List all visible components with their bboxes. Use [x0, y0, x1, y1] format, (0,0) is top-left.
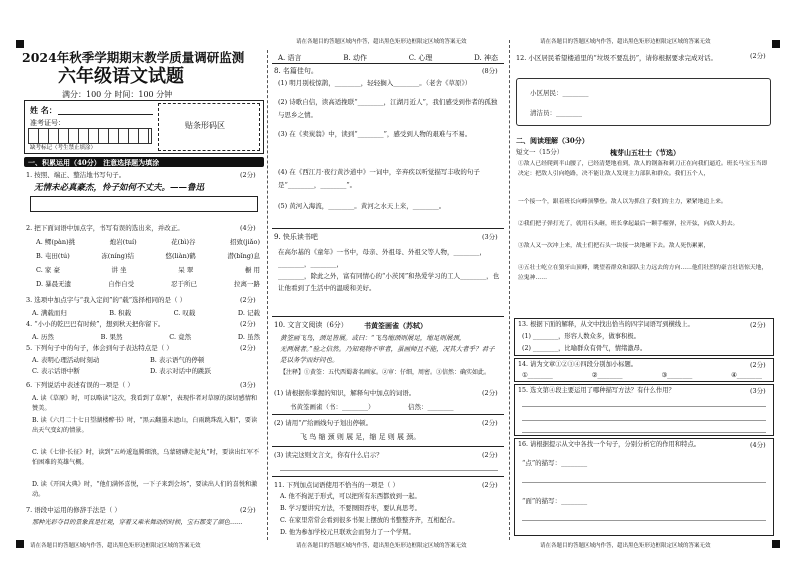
notice-label: 缺考标记（考生禁止填涂） — [30, 145, 97, 151]
q16-box — [514, 438, 774, 536]
passage-title: 槐芽山五壮士（节选） — [610, 148, 680, 157]
q2-label: 2. 把下面词语中加点字，书写有误的选出来，并改正。 — [26, 224, 184, 232]
registration-mark-tl — [16, 40, 24, 48]
passage-para-2: 一个接一个，跟着班长向峰顶攀登。敌人以为抓住了我们的主力，紧紧地追上来。 — [518, 199, 727, 205]
q9-text-2[interactable]: ________，除此之外，富有同情心的“小茨冈”和热爱学习的工人________，也让他看到了生活中的温暖和美好。 — [278, 272, 500, 292]
col2-rule-top — [272, 63, 504, 64]
q5-opt-a[interactable]: A. 表明心理活动时刻动 — [32, 356, 100, 364]
passage-para-3: ②我们把子弹打光了，就用石头砸，班长拿起最后一颗手榴弹，拉开弦，向敌人扔去。 — [518, 221, 739, 227]
q10-sub3-label: (3) 读完这则文言文，你有什么启示？ — [274, 451, 383, 459]
q6-label: 6. 下列说话中表述有误的一项是（ ） — [26, 381, 134, 389]
q10-sub2-rule — [272, 446, 504, 447]
q9-label: 9. 快乐读书吧 — [274, 233, 318, 241]
q10-rule — [272, 476, 504, 477]
q15-line-1[interactable] — [522, 406, 766, 407]
q10-sub2-score: (2分) — [482, 419, 498, 427]
exam-title: 2024年秋季学期期末教学质量调研监测 — [22, 50, 245, 65]
q6-opt-d[interactable]: D. 读《开国大典》时，“他们满怀喜悦，一下子来到会场”，要读出人们的喜悦和激动。 — [32, 481, 258, 498]
exam-meta: 满分：100 分 时间：100 分钟 — [62, 90, 173, 99]
footer-note-2: 请在各题目的答题区域内作答，超出黑色矩形边框限定区域的答案无效 — [296, 543, 467, 549]
q8-item-5[interactable]: (5) 黄河入海流，________。黄河之水天上来，________。 — [278, 202, 446, 210]
name-line — [58, 114, 153, 115]
q16-blank-2[interactable] — [522, 520, 766, 521]
q16-label: 16. 请根据提示从文中各找一个句子，分别分析它的作用和特点。 — [518, 441, 701, 448]
q16-blank-1[interactable] — [522, 482, 766, 483]
q1-sentence: 无情未必真豪杰，怜子如何不丈夫。——鲁迅 — [34, 183, 205, 193]
q14-score: (2分) — [750, 361, 766, 369]
q1-writing-box[interactable] — [30, 196, 258, 212]
q2-row3: C. 家 豪 讲 坐 呆 翠 橱 用 — [36, 266, 260, 274]
q10-sub1-score: (2分) — [482, 389, 498, 397]
q14-labels[interactable]: ①________ ②________ ③________ ④________ — [522, 372, 762, 379]
q16-line-2[interactable]: “面”的描写：________ — [522, 497, 588, 505]
q4-options[interactable]: A. 历然 B. 果然 C. 竟然 D. 虽然 — [32, 333, 260, 341]
q12-score: (2分) — [750, 52, 766, 60]
q6-opt-a[interactable]: A. 读《草原》时，可以略读“这次，我看到了草原”，表现作者对草原的深切感情和赞美。 — [32, 395, 258, 412]
q4-label: 4. “小小的乾巴巴有时候”，想到秋天把你留下。 — [26, 320, 165, 328]
q1-label: 1. 按照、端正、整洁地书写句子。 — [26, 171, 126, 179]
q14-label: 14. 请为文章①②③④四段分别加小标题。 — [518, 361, 638, 368]
q5-opt-b[interactable]: B. 表示语气的停顿 — [150, 356, 205, 364]
name-label: 姓 名： — [30, 105, 57, 115]
q10-answer-line[interactable] — [280, 470, 498, 471]
q7-passage: 那种光彩夺目的景象真是壮观，穿着又乘米舞动的时候，宝石都变了颜色…… — [32, 519, 243, 526]
section1-title: 一、积累运用（40分） 注意选择题为填涂 — [28, 157, 160, 167]
q7-score: (2分) — [240, 506, 256, 514]
header-note-2: 请在各题目的答题区域内作答，超出黑色矩形边框限定区域的答案无效 — [296, 39, 467, 45]
footer-note-1: 请在各题目的答题区域内作答，超出黑色矩形边框限定区域的答案无效 — [30, 543, 201, 549]
q10-sub2-label: (2) 请用“/”给画线句子划出停顿。 — [274, 419, 373, 427]
exam-subtitle: 六年级语文试题 — [58, 66, 184, 87]
q12-box — [516, 78, 771, 126]
passage-para-1: ①敌人已经爬到半山腰了，已经清楚地看到，敌人的钢盔和刺刀正在向我们逼近。班长马宝玉当即决定：把敌人引向绝路，决不能让敌人发现主力部队和群众。我们五个人， — [518, 161, 768, 177]
q13-line-2[interactable]: (2) ________，比喻群众有骨气，情绪激昂。 — [522, 345, 647, 352]
registration-mark-tr — [772, 40, 780, 48]
q11-opt-a[interactable]: A. 他不拘泥于形式，可以把所有东西都放到一起。 — [280, 493, 421, 500]
q5-label: 5. 下列句子中的句子，体会到句子表达特点是（ ） — [26, 344, 173, 352]
q10-title: 书黄筌画雀（苏轼） — [364, 321, 427, 330]
q8-score: (8分) — [482, 67, 498, 75]
q6-score: (3分) — [240, 381, 256, 389]
q2-row4: D. 暴晨无遗 自作自受 忍于所已 拉离一路 — [36, 280, 260, 288]
q15-line-3[interactable] — [522, 432, 766, 433]
q5-opt-d[interactable]: D. 表示对话中的跳跃 — [150, 367, 212, 375]
q3-options[interactable]: A. 满载而归 B. 积载 C. 叹载 D. 记载 — [32, 309, 260, 317]
q2-row1: A. 鳏(pàn)挑 炮岩(tuí) 花(bì)谷 招致(jiǎo) — [36, 238, 260, 246]
q10-text-2: 无两展者。”验之信然。乃知观物不审者，虽画师且不能，况其大者乎？君子是以务学而好问也。 — [280, 345, 495, 364]
q11-label: 11. 下列加点词语使用不恰当的一项是（ ） — [274, 481, 399, 489]
q8-item-4[interactable]: (4) 在《西江月·夜行黄沙道中》一词中，辛弃疾以听觉描写丰收的句子是“________，________”。 — [278, 168, 480, 189]
q9-rule — [272, 316, 504, 317]
q16-score: (4分) — [750, 441, 766, 449]
q10-text-1: 黄筌画飞鸟，颈足皆展。或曰：“飞鸟缩颈则展足，缩足则展颈， — [280, 334, 466, 342]
q16-line-1[interactable]: “点”的描写：________ — [522, 459, 588, 467]
q8-item-1[interactable]: (1) 明月别枝惊鹊，________，轻轻搁入________。（老舍《草原》） — [278, 79, 472, 87]
q10-sub3-score: (2分) — [482, 451, 498, 459]
q13-score: (2分) — [750, 321, 766, 329]
q10-sub1-rule — [272, 414, 504, 415]
q10-word-2[interactable]: 信然：________ — [408, 403, 454, 411]
passage-label: 短文一（15分） — [516, 148, 564, 156]
q11-opt-c[interactable]: C. 在家里常常会看到很多书架上摆放的书整整齐齐，互相配合。 — [280, 517, 459, 524]
q15-score: (3分) — [750, 387, 766, 395]
q5-opt-c[interactable]: C. 表示话语中断 — [32, 367, 80, 375]
q11-opt-d[interactable]: D. 他为参加学校元旦联欢会而努力了一个学期。 — [280, 529, 415, 536]
id-grid[interactable] — [28, 128, 152, 144]
q3-label: 3. 选项中加点字与“我入定间”的“载”选择相同的是（ ） — [26, 296, 187, 304]
barcode-label: 贴条形码区 — [185, 121, 225, 130]
q12-line-1[interactable]: 小区居民：________ — [530, 89, 589, 97]
q11-opt-b[interactable]: B. 学习要讲究方法，不要囫囵吞枣，要认真思考。 — [280, 505, 421, 512]
q1-score: (2分) — [240, 171, 256, 179]
q2-row2: B. 屯田(tú) 冻(níng)结 悠(liàn)鹤 潜(bǐng)息 — [36, 252, 260, 260]
q13-line-1[interactable]: (1) ________，形容人数众多，做事积极。 — [522, 333, 640, 340]
q13-label: 13. 根据下面的解释，从文中找出恰当的四字词语写到横线上。 — [518, 321, 694, 328]
divider-2 — [509, 40, 510, 540]
passage-para-5: ④五壮士屹立在狼牙山顶峰，眺望着群众和部队主力远去的方向……他们壮烈的豪言壮语惊天地，泣鬼神…… — [518, 265, 768, 281]
footer-note-3: 请在各题目的答题区域内作答，超出黑色矩形边框限定区域的答案无效 — [540, 543, 711, 549]
registration-mark-bl — [16, 540, 24, 548]
passage-para-4: ③敌人又一次冲上来，战士们把石头一块接一块地砸下去。敌人死伤累累， — [518, 243, 710, 249]
q12-line-2[interactable]: 清洁员：________ — [530, 109, 582, 117]
q4-score: (2分) — [240, 320, 256, 328]
q10-sub1-label: (1) 请根据你掌握的知识，解释句中加点的词语。 — [274, 389, 416, 397]
registration-mark-br — [772, 540, 780, 548]
q6-opt-b[interactable]: B. 读《六月二十七日望湖楼醉书》时，“黑云翻墨未遮山，白雨跳珠乱入船”，要读出天气变幻的情景。 — [32, 417, 258, 434]
q15-line-2[interactable] — [522, 420, 766, 421]
q10-label: 10. 文言文阅读（6分） — [274, 321, 348, 329]
header-note-3: 请在各题目的答题区域内作答，超出黑色矩形边框限定区域的答案无效 — [540, 39, 711, 45]
q10-word-1[interactable]: 书黄筌画雀（书：________） — [290, 403, 375, 411]
col2-q7-options[interactable]: A. 语言 B. 动作 C. 心理 D. 神态 — [278, 54, 498, 62]
q6-opt-c[interactable]: C. 读《七律·长征》时，读到“五岭逶迤腾细浪，乌蒙磅礴走泥丸”时，要读出红军不怕困难的英雄气概。 — [32, 449, 260, 466]
q3-score: (2分) — [240, 296, 256, 304]
q15-label: 15. 选文第④段主要运用了哪种描写方法？有什么作用？ — [518, 387, 675, 394]
section2-title: 二、阅读理解（30分） — [516, 136, 589, 145]
q8-rule — [272, 228, 504, 229]
q10-note: 【注释】①黄筌：五代西蜀著名画家。②审：仔细，周密。③信然：确实如此。 — [280, 369, 491, 376]
q8-item-3[interactable]: (3) 在《卖炭翁》中，读到“________”，感受到人物的艰难与不易。 — [278, 130, 472, 138]
q2-score: (4分) — [240, 224, 256, 232]
q9-score: (3分) — [482, 233, 498, 241]
q11-score: (2分) — [482, 481, 498, 489]
q8-item-2[interactable]: (2) 诗歌自信，读高适挽联“________，江湖月近人”，我们感受到作者的孤独与思乡之情。 — [278, 98, 498, 119]
divider-1 — [267, 50, 268, 540]
q7-label: 7. 语段中运用的修辞手法是（ ） — [26, 506, 121, 514]
id-label: 准考证号： — [30, 119, 65, 127]
q5-score: (2分) — [240, 344, 256, 352]
q10-quote[interactable]: 飞 鸟 缩 颈 则 展 足，缩 足 则 展 颈。 — [300, 433, 421, 441]
q8-label: 8. 名篇佳句。 — [274, 67, 318, 75]
q9-text-1[interactable]: 在高尔基的《童年》一书中，母亲、外祖母、外祖父等人物，________，________，________， — [278, 248, 486, 268]
q12-label: 12. 小区居民希望楼道里的“垃圾不要乱扔”，请你根据要求完成对话。 — [516, 54, 718, 62]
